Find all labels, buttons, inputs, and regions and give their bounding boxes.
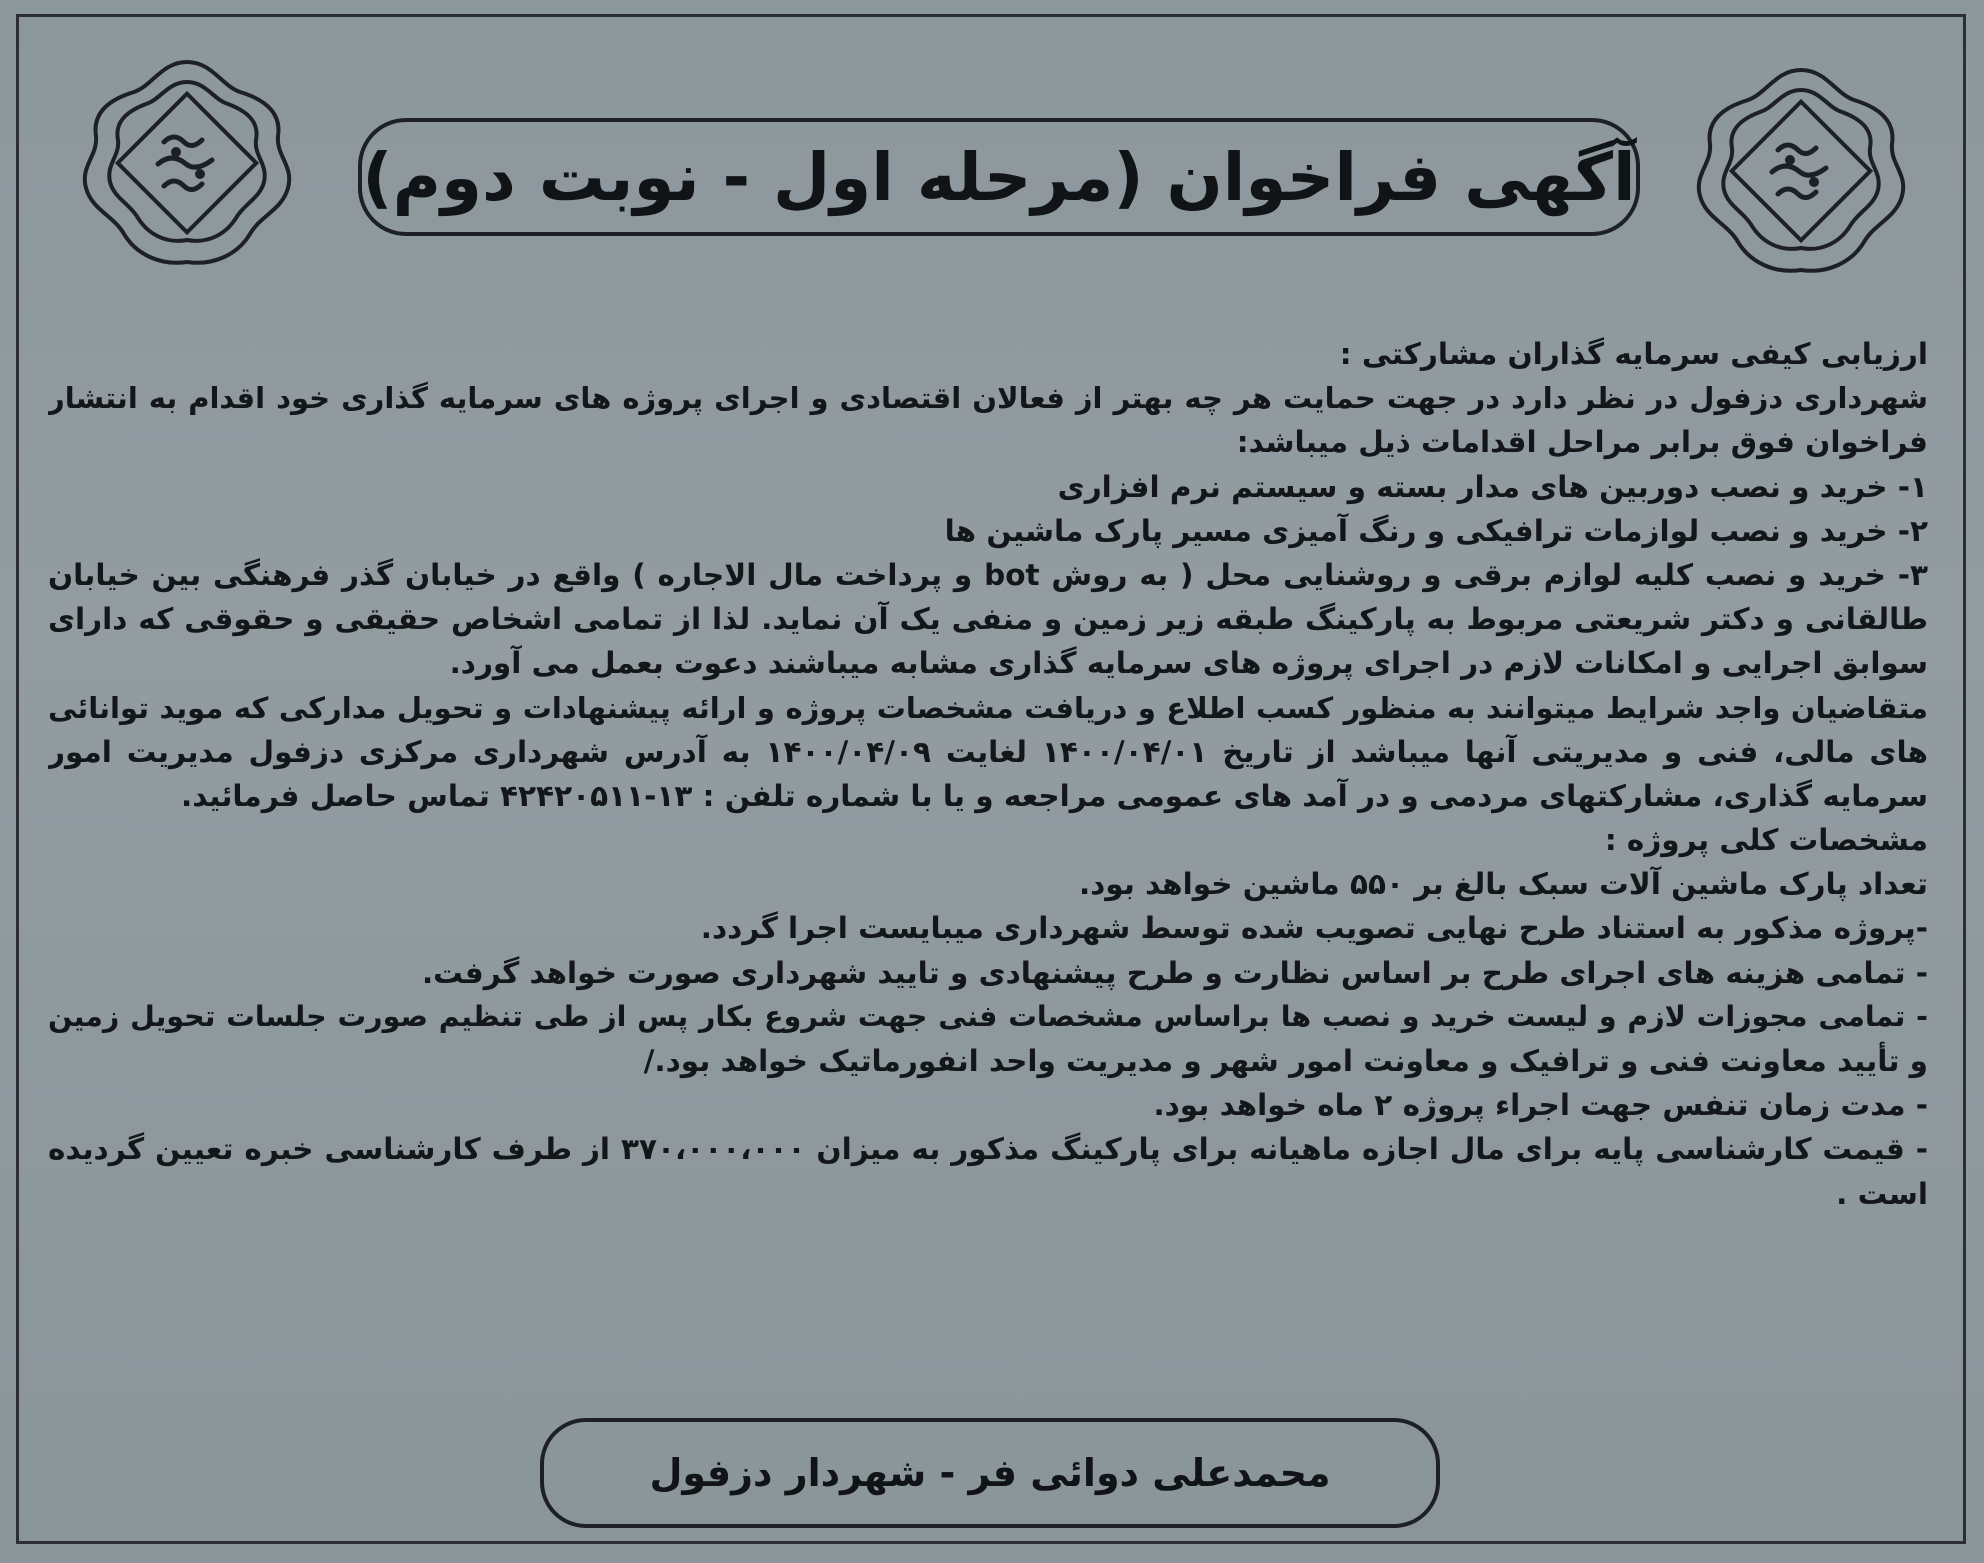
signature-box xyxy=(540,1418,1440,1528)
body-line: شهرداری دزفول در نظر دارد در جهت حمایت هر چه بهتر از فعالان اقتصادی و اجرای پروژه های سرمایه گذاری خود اقدام به انتشار xyxy=(48,381,1928,416)
body-line: متقاضیان واجد شرایط میتوانند به منظور کسب اطلاع و دریافت مشخصات پروژه و ارائه پیشنهادات و تحویل مدارکی که موید توانائی xyxy=(48,690,1928,725)
notice-title-box xyxy=(358,118,1640,236)
body-line: سرمایه گذاری، مشارکتهای مردمی و در آمد های عمومی مراجعه و یا با شماره تلفن : ۱۳-۴۲۴۲۰۵۱۱ تماس حاصل فرمائید. xyxy=(181,778,1928,813)
body-line: - مدت زمان تنفس جهت اجراء پروژه ۲ ماه خواهد بود. xyxy=(1153,1088,1928,1123)
signature-text: محمدعلی دوائی فر - شهردار دزفول xyxy=(649,1451,1331,1495)
body-line: سوابق اجرایی و امکانات لازم در اجرای پروژه های سرمایه گذاری مشابه میباشند دعوت بعمل می آورد. xyxy=(449,646,1928,681)
body-line: - تمامی مجوزات لازم و لیست خرید و نصب ها براساس مشخصات فنی جهت شروع بکار پس از طی تنظیم صورت جلسات تحویل زمین xyxy=(48,999,1928,1033)
body-line: تعداد پارک ماشین آلات سبک بالغ بر ۵۵۰ ماشین خواهد بود. xyxy=(1078,867,1928,902)
body-line: ۱- خرید و نصب دوربین های مدار بسته و سیستم نرم افزاری xyxy=(1057,469,1928,504)
municipality-seal-icon xyxy=(1686,56,1916,286)
body-line: طالقانی و دکتر شریعتی مربوط به پارکینگ طبقه زیر زمین و منفی یک آن نماید. لذا از تمامی اشخاص حقیقی و حقوقی که دارای xyxy=(48,602,1928,637)
body-line: است . xyxy=(1836,1176,1928,1211)
body-line: مشخصات کلی پروژه : xyxy=(1604,823,1928,858)
body-line: - تمامی هزینه های اجرای طرح بر اساس نظارت و طرح پیشنهادی و تایید شهرداری صورت خواهد گرفت. xyxy=(421,955,1928,990)
notice-title: آگهی فراخوان (مرحله اول - نوبت دوم) xyxy=(362,138,1636,216)
body-line: های مالی، فنی و مدیریتی آنها میباشد از تاریخ ۱۴۰۰/۰۴/۰۱ لغایت ۱۴۰۰/۰۴/۰۹ به آدرس شهرداری مرکزی دزفول مدیریت امور xyxy=(48,734,1928,769)
municipality-seal-icon xyxy=(72,48,302,278)
body-line: و تأیید معاونت فنی و ترافیک و معاونت امور شهر و مدیریت واحد انفورماتیک خواهد بود./ xyxy=(643,1044,1928,1078)
body-line: -پروژه مذکور به استناد طرح نهایی تصویب شده توسط شهرداری میبایست اجرا گردد. xyxy=(700,911,1928,946)
body-line: ۲- خرید و نصب لوازمات ترافیکی و رنگ آمیزی مسیر پارک ماشین ها xyxy=(944,513,1928,548)
body-line: ۳- خرید و نصب کلیه لوازم برقی و روشنایی محل ( به روش bot و پرداخت مال الاجاره ) واقع در خیابان گذر فرهنگی بین خیابان xyxy=(48,557,1928,592)
notice-body xyxy=(48,332,1928,1216)
municipality-logo-right xyxy=(1686,56,1916,286)
body-line: ارزیابی کیفی سرمایه گذاران مشارکتی : xyxy=(1339,337,1928,371)
municipality-logo-left xyxy=(72,48,302,278)
body-line: - قیمت کارشناسی پایه برای مال اجازه ماهیانه برای پارکینگ مذکور به میزان ۳۷۰،۰۰۰،۰۰۰ از طرف کارشناسی خبره تعیین گردیده xyxy=(48,1132,1928,1167)
body-line: فراخوان فوق برابر مراحل اقدامات ذیل میباشد: xyxy=(1236,425,1928,460)
